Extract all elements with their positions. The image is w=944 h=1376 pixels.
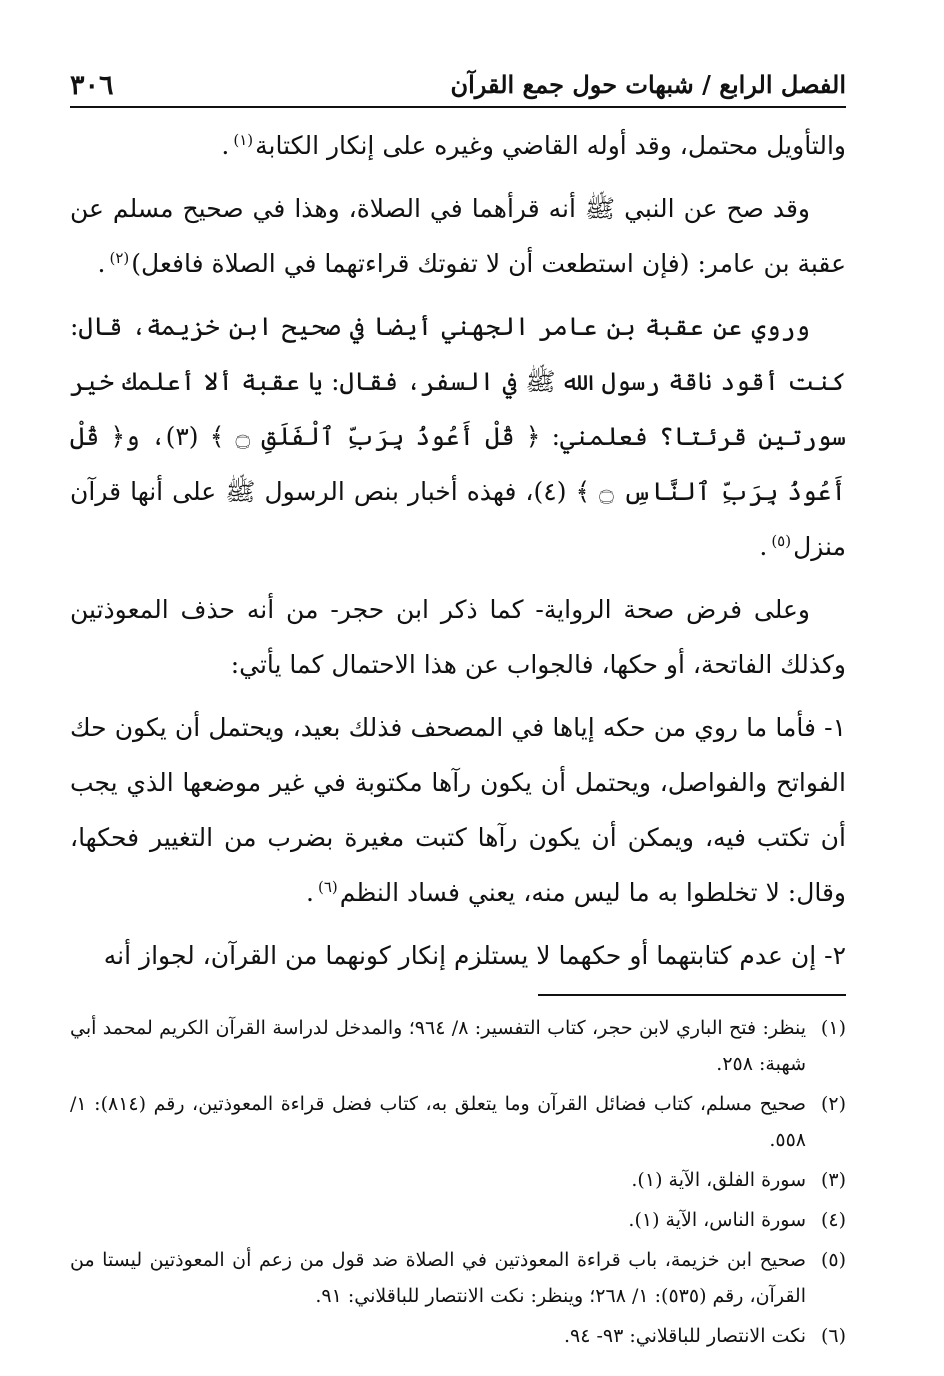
header-divider — [70, 106, 846, 108]
footnote: (٥)صحيح ابن خزيمة، باب قراءة المعوذتين في الصلاة ضد قول من زعم أن المعوذتين ليستا من القرآن، رقم (٥٣٥): ١/ ٢٦٨؛ وينظر: نكت الانتصار للباقلاني: ٩١. — [70, 1242, 846, 1314]
footnote-reference: (١) — [233, 130, 254, 149]
paragraph: وقد صح عن النبي ﷺ أنه قرأهما في الصلاة، وهذا في صحيح مسلم عن عقبة بن عامر: (فإن استطعت أن لا تفوتك قراءتهما في الصلاة فافعل)$^{(٢)}$. — [70, 194, 846, 278]
paragraph: ١- فأما ما روي من حكه إياها في المصحف فذلك بعيد، ويحتمل أن يكون حك الفواتح والفواصل، ويحتمل أن يكون رآها مكتوبة في غير موضعها الذي يجب أن تكتب فيه، ويمكن أن يكون رآها كتبت مغيرة بضرب من التغيير فحكها، وقال: لا تخلطوا به ما ليس منه، يعني فساد النظم$^{(٦)}$. — [70, 713, 846, 907]
footnote-reference: (٦) — [318, 877, 338, 896]
running-header — [70, 62, 846, 108]
footnote: (٢)صحيح مسلم، كتاب فضائل القرآن وما يتعلق به، كتاب فضل قراءة المعوذتين، رقم (٨١٤): ١/ ٥٥٨. — [70, 1086, 846, 1158]
footnote: (٤)سورة الناس، الآية (١). — [70, 1202, 846, 1238]
footnote: (٦)نكت الانتصار للباقلاني: ٩٣- ٩٤. — [70, 1318, 846, 1354]
footnote-number: (٢) — [820, 1093, 846, 1115]
footnote-number: (١) — [820, 1017, 846, 1039]
paragraph: ٢- إن عدم كتابتهما أو حكهما لا يستلزم إنكار كونهما من القرآن، لجواز أنه — [103, 941, 846, 970]
main-text — [70, 118, 846, 991]
chapter-title: الفصل الرابع / شبهات حول جمع القرآن — [450, 70, 846, 99]
footnote-reference: (٥) — [771, 531, 792, 550]
footnote-number: (٦) — [820, 1325, 846, 1347]
footnote: (٣)سورة الفلق، الآية (١). — [70, 1162, 846, 1198]
footnote-number: (٤) — [820, 1209, 846, 1231]
footnote: (١)ينظر: فتح الباري لابن حجر، كتاب التفسير: ٨/ ٩٦٤؛ والمدخل لدراسة القرآن الكريم لمحمد أبي شهبة: ٢٥٨. — [70, 1010, 846, 1082]
footnote-number: (٥) — [820, 1249, 846, 1271]
paragraph: والتأويل محتمل، وقد أوله القاضي وغيره على إنكار الكتابة$^{(١)}$. — [221, 130, 846, 160]
paragraph: وعلى فرض صحة الرواية- كما ذكر ابن حجر- من أنه حذف المعوذتين وكذلك الفاتحة، أو حكها، فالجواب عن هذا الاحتمال كما يأتي: — [70, 595, 846, 679]
page-number: ٣٠٦ — [70, 70, 114, 101]
footnote-reference: (٢) — [109, 248, 130, 267]
paragraph: وروي عن عقبة بن عامر الجهني أيضا في صحيح ابن خزيمة، قال: كنت أقود ناقة رسول الله ﷺ في السفر، فقال: يا عقبة ألا أعلمك خير سورتين قرئتا؟ فعلمني: ﴿ قُلْ أَعُوذُ بِرَبِّ ٱلْفَلَقِ ۝ ﴾ (٣)، و﴿ قُلْ أَعُوذُ بِرَبِّ ٱلنَّاسِ ۝ ﴾ (٤)، فهذه أخبار بنص الرسول ﷺ على أنها قرآن منزل$^{(٥)}$. — [70, 312, 847, 561]
footnote-divider — [538, 994, 846, 996]
book-page — [70, 62, 847, 1347]
footnotes — [70, 1010, 846, 1358]
footnote-number: (٣) — [820, 1169, 846, 1191]
